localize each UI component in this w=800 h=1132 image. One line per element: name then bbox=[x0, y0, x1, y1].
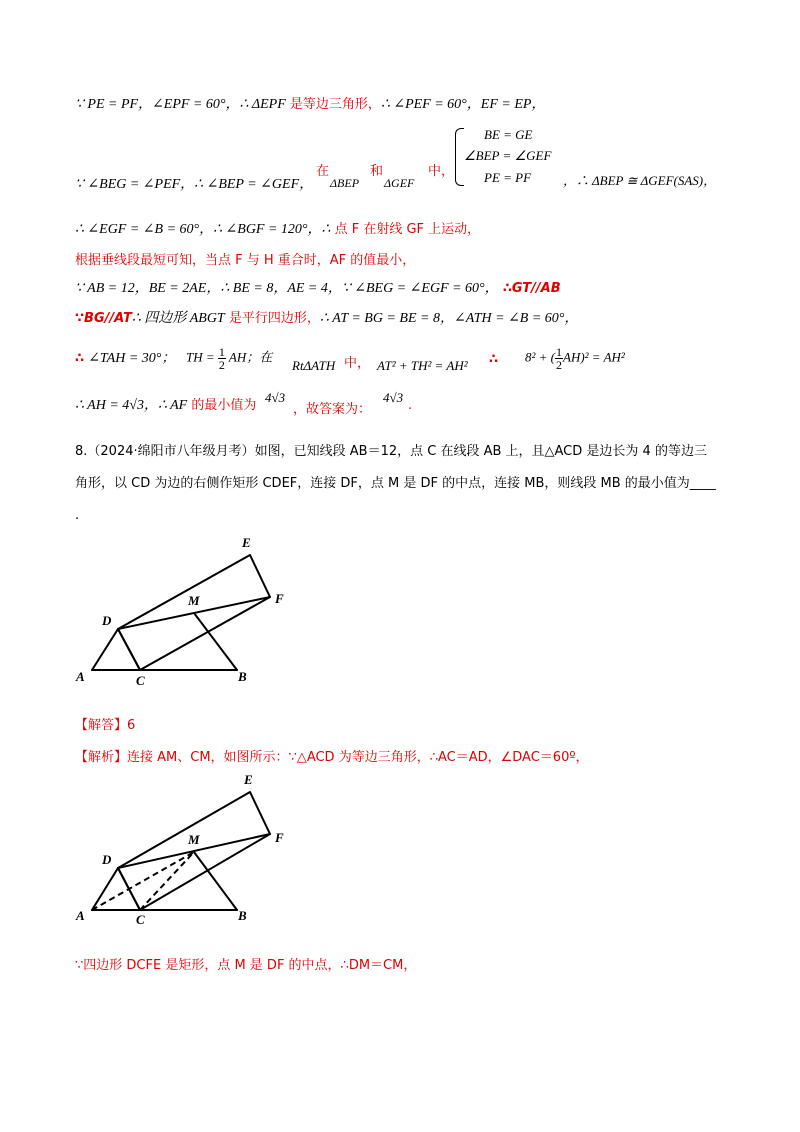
system-brace bbox=[455, 128, 464, 186]
label-d-2: D bbox=[102, 852, 112, 867]
triangle-acd bbox=[92, 629, 140, 670]
line-3: ∴ ∠EGF = ∠B = 60°，∴ ∠BGF = 120°，∴ 点 F 在射线 GF 上运动， bbox=[75, 222, 481, 237]
th-expression: TH = $\frac{1}{2}$ AH；在 bbox=[186, 345, 273, 372]
label-a: A bbox=[76, 669, 85, 684]
answer-period: . bbox=[408, 398, 413, 413]
label-a-2: A bbox=[76, 908, 85, 923]
label-e: E bbox=[242, 535, 251, 550]
triangle-acd-2 bbox=[92, 868, 140, 910]
pythagoras: AT² + TH² = AH² bbox=[377, 358, 468, 373]
last-line: ∵四边形 DCFE 是矩形，点 M 是 DF 的中点，∴DM＝CM， bbox=[75, 958, 417, 973]
label-f: F bbox=[275, 591, 284, 606]
word-zhong: 中， bbox=[428, 164, 455, 179]
rt-triangle: RtΔATH bbox=[292, 358, 336, 373]
line-1: ∵ PE = PF，∠EPF = 60°，∴ ΔEPF 是等边三角形，∴ ∠PEF = 60°，EF = EP， bbox=[75, 97, 546, 112]
label-m: M bbox=[188, 593, 200, 608]
segment-mb bbox=[194, 613, 237, 670]
fraction-half: $\frac{1}{2}$ bbox=[218, 345, 225, 372]
answer-line: 【解答】6 bbox=[75, 718, 136, 733]
system-eq-3: PE = PF bbox=[484, 170, 532, 185]
problem-line-3: . bbox=[75, 508, 80, 523]
problem-line-2: 角形，以 CD 为边的右侧作矩形 CDEF，连接 DF，点 M 是 DF 的中点，连接 MB，则线段 MB 的最小值为____ bbox=[75, 476, 716, 491]
line-5: ∵ AB = 12，BE = 2AE，∴ BE = 8，AE = 4，∵ ∠BEG = ∠EGF = 60°， ∴GT//AB bbox=[75, 281, 561, 296]
label-c-2: C bbox=[136, 912, 145, 927]
label-c: C bbox=[136, 673, 145, 688]
triangle-bep: ΔBEP bbox=[330, 176, 360, 190]
answer-value-1: 4√3 bbox=[265, 390, 286, 405]
word-he: 和 bbox=[370, 164, 384, 179]
label-e-2: E bbox=[244, 772, 253, 787]
therefore-symbol: ∴ bbox=[489, 352, 499, 367]
figure-1 bbox=[70, 535, 300, 690]
system-eq-2: ∠BEP = ∠GEF bbox=[464, 148, 552, 163]
label-d: D bbox=[102, 613, 112, 628]
line-8: ∴ AH = 4√3，∴ AF 的最小值为 bbox=[75, 398, 257, 413]
answer-prefix: ，故答案为： bbox=[293, 402, 372, 417]
label-b-2: B bbox=[238, 908, 247, 923]
label-b: B bbox=[238, 669, 247, 684]
triangle-gef: ΔGEF bbox=[384, 176, 415, 190]
fraction-half-2: $\frac{1}{2}$ bbox=[556, 345, 562, 372]
line-6: ∵BG//AT∴ 四边形 ABGT 是平行四边形，∴ AT = BG = BE = 8，∠ATH = ∠B = 60°， bbox=[75, 311, 579, 326]
system-eq-1: BE = GE bbox=[484, 127, 533, 142]
figure-2 bbox=[70, 772, 300, 927]
word-zhong-2: 中， bbox=[344, 356, 371, 371]
line-2-left: ∵ ∠BEG = ∠PEF，∴ ∠BEP = ∠GEF， bbox=[75, 177, 314, 192]
equation-8sq: 8² + ( $\frac{1}{2}$ AH)² = AH² bbox=[525, 345, 625, 372]
line-7: ∴ ∠TAH = 30°； bbox=[75, 351, 176, 366]
answer-value-2: 4√3 bbox=[383, 390, 404, 405]
problem-line-1: 8.（2024·绵阳市八年级月考）如图，已知线段 AB＝12，点 C 在线段 AB 上，且△ACD 是边长为 4 的等边三 bbox=[75, 444, 707, 459]
label-m-2: M bbox=[188, 832, 200, 847]
congruence-result: ，∴ ΔBEP ≅ ΔGEF(SAS)， bbox=[563, 173, 717, 188]
analysis-line: 【解析】连接 AM、CM，如图所示：∵△ACD 为等边三角形，∴AC＝AD，∠DAC＝60º， bbox=[75, 750, 589, 765]
segment-mb-2 bbox=[194, 852, 237, 910]
word-zai: 在 bbox=[316, 164, 330, 179]
label-f-2: F bbox=[275, 830, 284, 845]
line-4: 根据垂线段最短可知，当点 F 与 H 重合时，AF 的值最小， bbox=[75, 253, 416, 268]
